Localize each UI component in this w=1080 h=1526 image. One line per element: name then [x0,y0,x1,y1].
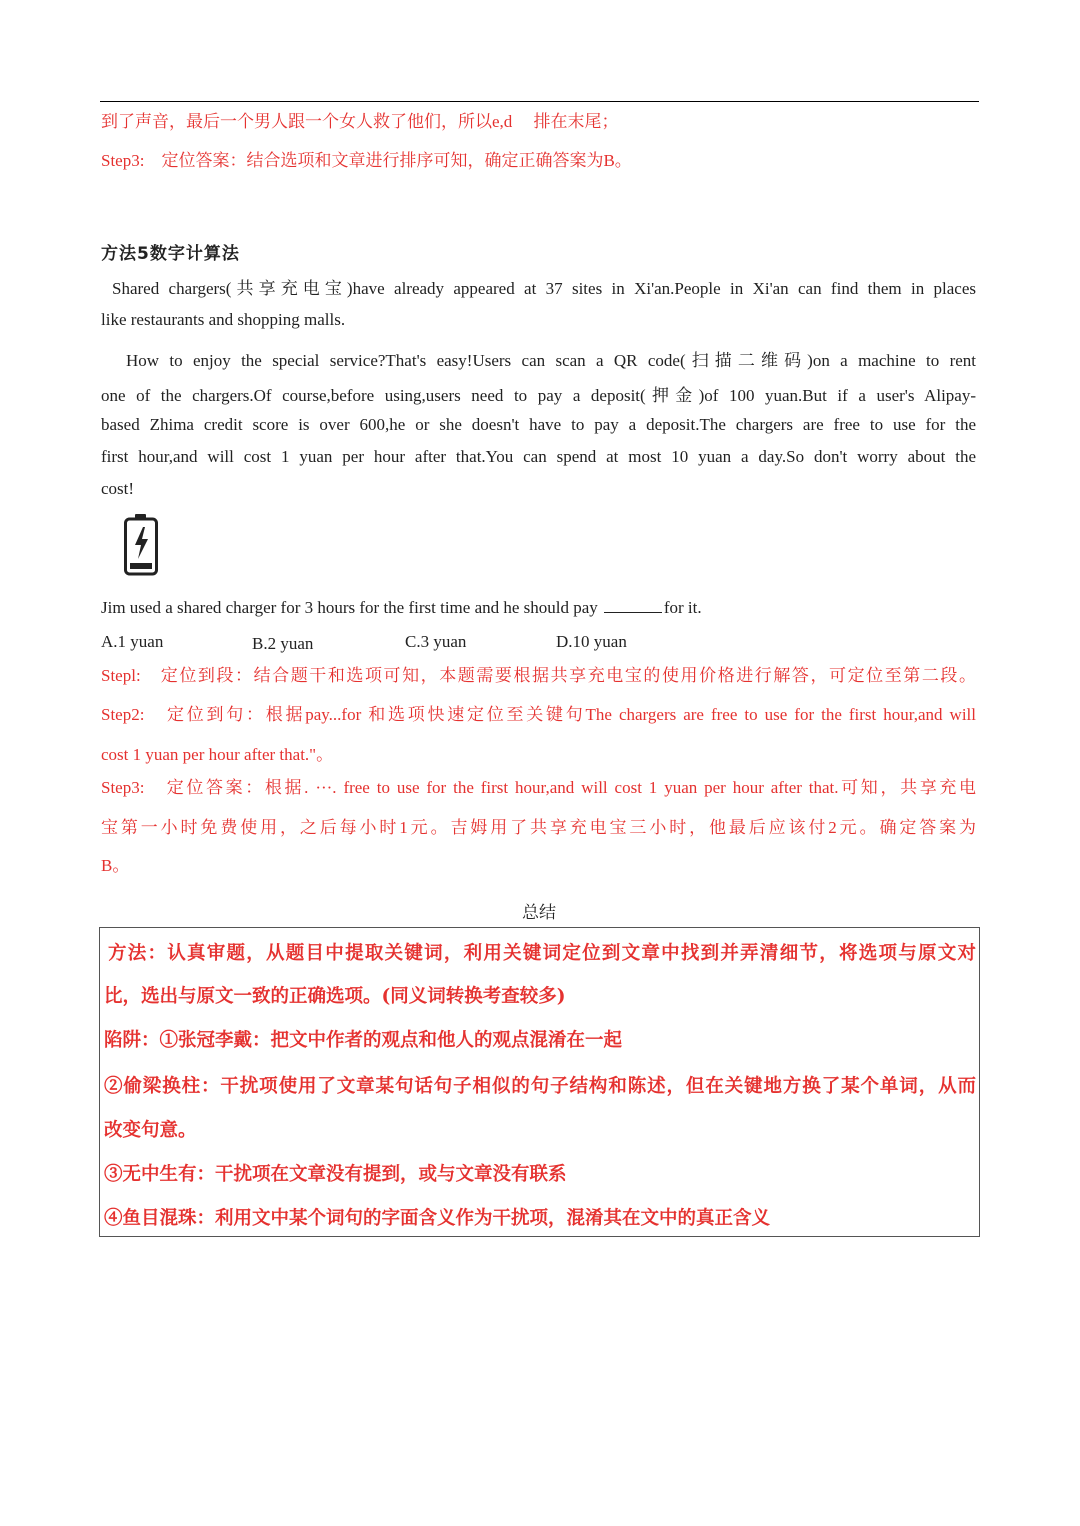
previous-step3: Step3: 定位答案：结合选项和文章进行排序可知，确定正确答案为B。 [101,151,632,170]
passage-line-6: first hour,and will cost 1 yuan per hour after that.You can spend at most 10 yuan a day.So don't worry about the [101,447,976,466]
passage-line-5: based Zhima credit score is over 600,he or she doesn't have to pay a deposit.The chargers are free to use for the [101,415,976,434]
step3-continued: 宝第一小时免费使用，之后每小时1元。吉姆用了共享充电宝三小时，他最后应该付2元。确定答案为 [101,818,976,837]
summary-method-line-2: 比，选出与原文一致的正确选项。(同义词转换考查较多) [104,986,566,1007]
question [101,598,702,618]
summary-trap-4: ④鱼目混珠：利用文中某个词句的字面含义作为干扰项，混淆其在文中的真正含义 [104,1208,771,1229]
option-d: D.10 yuan [556,632,627,651]
method5-heading: 方法5数字计算法 [101,244,240,264]
passage-line-1: Shared chargers(共享充电宝)have already appeared at 37 sites in Xi'an.People in Xi'an can find them in places [112,279,976,298]
battery-charging-icon [122,513,160,577]
option-c: C.3 yuan [405,632,467,651]
previous-step-continuation: 到了声音，最后一个男人跟一个女人救了他们，所以e,d 排在末尾； [101,112,619,131]
step3-answer: B。 [101,856,130,875]
passage-line-4: one of the chargers.Of course,before using,users need to pay a deposit(押金)of 100 yuan.But if a user's Alipay- [101,386,976,405]
option-a: A.1 yuan [101,632,164,651]
passage-line-7: cost! [101,479,135,498]
summary-trap-2: ②偷梁换柱：干扰项使用了文章某句话句子相似的句子结构和陈述，但在关键地方换了某个单词，从而 [104,1076,976,1097]
question-suffix: for it. [663,598,702,617]
step1: Stepl: 定位到段：结合题干和选项可知，本题需要根据共享充电宝的使用价格进行解答，可定位至第二段。 [101,666,976,685]
step2: Step2: 定位到句：根据pay...for 和选项快速定位至关键句The chargers are free to use for the first hour,and will [101,705,976,724]
summary-trap-2-continued: 改变句意。 [104,1120,197,1141]
page-top-rule [100,101,979,102]
passage-line-3: How to enjoy the special service?That's easy!Users can scan a QR code(扫描二维码)on a machine to rent [126,351,976,370]
option-b: B.2 yuan [252,634,314,653]
question-text: Jim used a shared charger for 3 hours for the first time and he should pay [101,598,598,617]
passage-line-2: like restaurants and shopping malls. [101,310,346,329]
step3: Step3: 定位答案：根据. ···. free to use for the first hour,and will cost 1 yuan per hour after that.可知，共享充电 [101,778,976,797]
summary-trap-3: ③无中生有：干扰项在文章没有提到，或与文章没有联系 [104,1164,567,1185]
step2-continued: cost 1 yuan per hour after that."。 [101,745,334,764]
summary-trap-1: 陷阱：①张冠李戴：把文中作者的观点和他人的观点混淆在一起 [104,1030,623,1051]
answer-blank [604,598,662,613]
summary-method-line-1: 方法：认真审题，从题目中提取关键词，利用关键词定位到文章中找到并弄清细节，将选项与原文对 [108,943,976,964]
summary-title: 总结 [522,903,556,922]
